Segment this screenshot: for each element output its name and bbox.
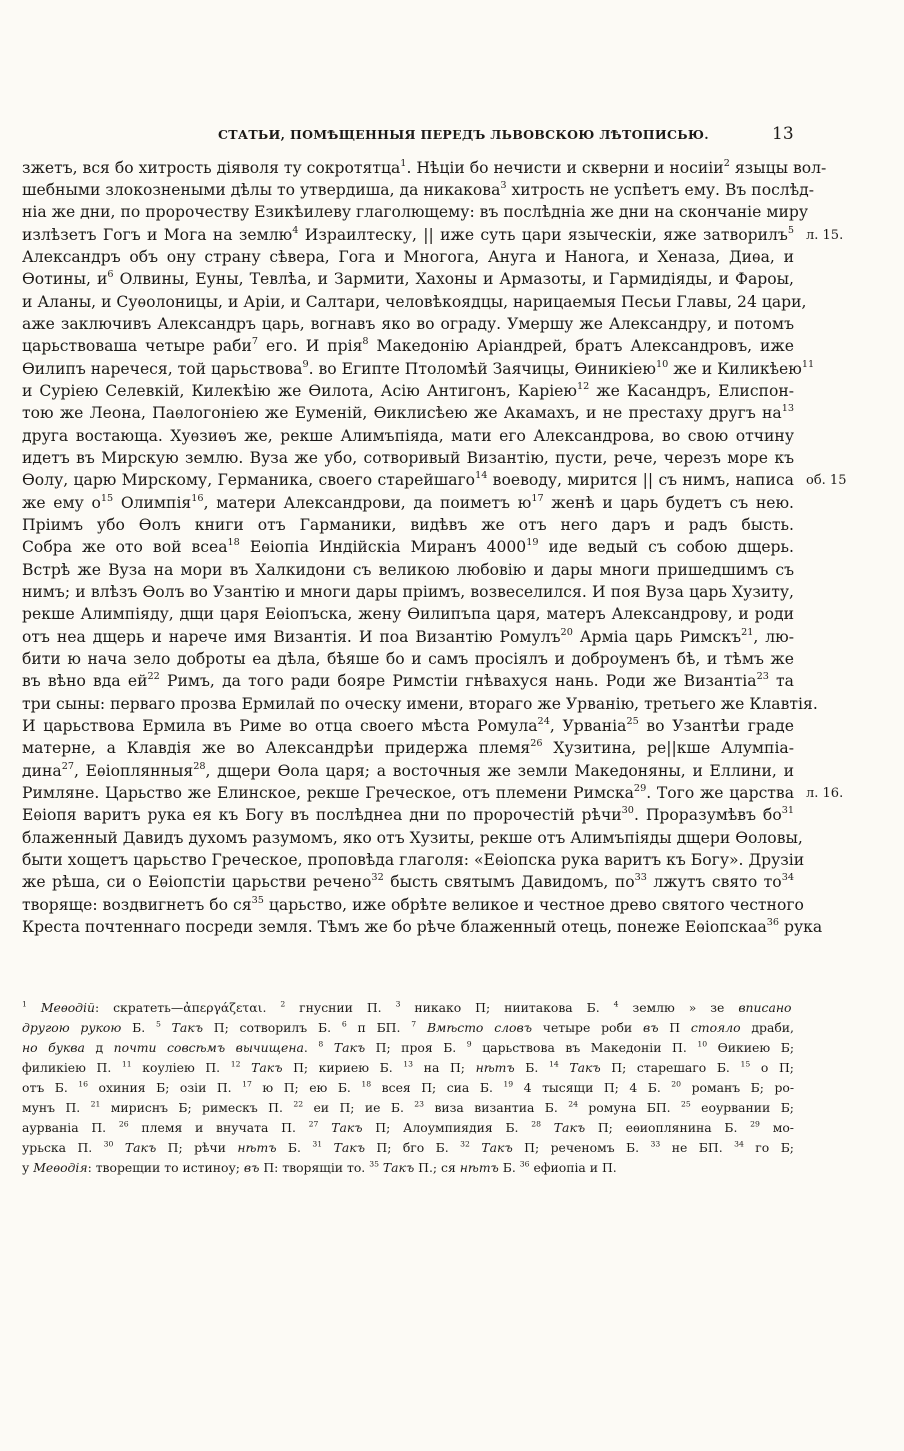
body-line: друга востающа. Хуѳзиѳъ же, рекше Алимъпіяда, мати его Александрова, во свою отчину xyxy=(22,427,794,445)
body-line: же рѣша, си о Еѳіопстіи царьстви речено$^{32}$ бысть святымъ Давидомъ, $по^{33}$ лжутъ свято $то^{34}$ xyxy=(22,872,794,891)
body-line: Ѳотины, $и^6$ Олвины, Еуны, Тевлѣа, и Зармити, Хахоны и Армазоты, и Гармидіяды, и Фароы, xyxy=(22,269,794,288)
body-line: въ вѣно вда $ей^{22}$ Римъ, да того ради бояре Римстіи гнѣвахуся нань. Роди же Византіа$^{23}$ та xyxy=(22,671,794,690)
body-line: Ѳилипъ наречеся, той царьствова$^9$. во Египте Птоломѣй Заячицы, Ѳиникіею$^{10}$ же и Киликѣею$^{11}$ xyxy=(22,359,815,378)
footnote-line: урьска П. $^{30}$ Такъ П; рѣчи нѣтъ Б. $^{31}$ Такъ П; бго Б. $^{32}$ Такъ П; реченомъ Б. $^{33}$ не БП. $^{34}$ го Б; xyxy=(22,1139,794,1155)
footnote-line: $^1$ Меѳодій: скратеть—ἀπεργάζεται. $^2$ гнуснии П. $^3$ никако П; ниитакова Б. $^4$ землю » зе вписано xyxy=(22,999,792,1015)
body-line: же ему $о^{15}$ Олимпія$^{16}$, матери Александрови, да поиметъ $ю^{17}$ женѣ и царь будетъ съ нею. xyxy=(22,493,794,512)
body-line: ніа же дни, по пророчеству Езикѣилеву глаголющему: въ послѣдніа же дни на скончаніе миру xyxy=(22,203,809,221)
footnote-line: другою рукою Б. $^5$ Такъ П; сотворилъ Б. $^6$ п БП. $^7$ Вмѣсто словъ четыре роби въ П стояло драби, xyxy=(22,1019,794,1035)
footnote-line: аурваніа П. $^{26}$ племя и внучата П. $^{27}$ Такъ П; Алоумпиядия Б. $^{28}$ Такъ П; еѳиоплянина Б. $^{29}$ мо- xyxy=(22,1119,794,1135)
margin-note: об. 15 xyxy=(806,473,847,488)
body-line: царьствоваша четыре раби$^7$ его. И прія$^8$ Македонію Аріандрей, братъ Александровъ, иже xyxy=(22,336,794,355)
running-title: СТАТЬИ, ПОМѢЩЕННЫЯ ПЕРЕДЪ ЛЬВОВСКОЮ ЛѢТОПИСЬЮ. xyxy=(218,127,709,142)
body-line: Римляне. Царьство же Елинское, рекше Греческое, отъ племени Римска$^{29}$. Того же царства xyxy=(22,783,795,802)
body-line: творяще: воздвигнетъ бо $ся^{35}$ царьство, иже обрѣте великое и честное древо святого честного xyxy=(22,895,804,914)
footnote-line: мунъ П. $^{21}$ мириснъ Б; римескъ П. $^{22}$ еи П; ие Б. $^{23}$ виза византиа Б. $^{24}$ ромуна БП. $^{25}$ еоурвании Б; xyxy=(22,1099,794,1115)
body-line: нимъ; и влѣзъ Ѳолъ во Узантію и многи дары пріимъ, возвеселился. И поя Вуза царь Хузиту, xyxy=(22,583,794,601)
body-line: Встрѣ же Вуза на мори въ Халкидони съ великою любовію и дары многи пришедшимъ съ xyxy=(22,561,794,579)
body-line: матерне, а Клавдія же во Александрѣи придержа племя$^{26}$ Хузитина, ре||кше Алумпіа- xyxy=(22,738,794,757)
page-number: 13 xyxy=(772,124,794,144)
body-line: шебными злокознеными дѣлы то утвердиша, да никакова$^3$ хитрость не успѣетъ ему. Въ послѣд- xyxy=(22,180,814,199)
body-line: Креста почтеннаго посреди земля. Тѣмъ же бо рѣче блаженный отець, понеже Еѳіопскаа$^{36}$ рука xyxy=(22,917,823,936)
body-line: зжетъ, вся бо хитрость діяволя ту сокротятца$^1$. Нѣціи бо нечисти и скверни и носиіи$^2$ языцы вол- xyxy=(22,158,827,177)
body-line: три сыны: перваго прозва Ермилай по оческу имени, вторaго же Урванію, третьего же Клавтія. xyxy=(22,695,818,713)
body-line: идетъ въ Мирскую землю. Вуза же убо, сотворивый Византію, пусти, рече, черезъ море къ xyxy=(22,449,794,467)
body-line: быти хощетъ царьство Греческое, проповѣда глаголя: «Еѳіопска рука варитъ къ Богу». Друзіи xyxy=(22,851,805,869)
body-line: и Аланы, и Суѳолоницы, и Аріи, и Салтари, человѣкоядцы, нарицаемыя Песьи Главы, 24 цари, xyxy=(22,293,807,311)
body-line: излѣзетъ Гогъ и Мога на землю$^4$ Израилтеску, || иже суть цари языческіи, яже затворилъ$^5$ xyxy=(22,225,794,244)
body-line: Еѳіопя варитъ рука ея къ Богу въ послѣднеа дни по пророчестій рѣчи$^{30}$. Проразумѣвъ $бо^{31}$ xyxy=(22,805,795,824)
body-line: отъ неа дщерь и нарече имя Византія. И поа Византію Ромулъ$^{20}$ Арміа царь Римскъ$^{21}$, лю- xyxy=(22,627,794,646)
footnote-line: но буква д почти совсѣмъ вычищена. $^8$ Такъ П; проя Б. $^9$ царьствова въ Македоніи П. $^{10}$ Ѳикиею Б; xyxy=(22,1039,794,1055)
body-line: и Суріею Селевкій, Килекѣію же Ѳилота, Асію Антигонъ, Каріею$^{12}$ же Касандръ, Елиспон- xyxy=(22,381,794,400)
body-line: Собра же ото вой всеа$^{18}$ Еѳіопіа Индійскіа Миранъ 4000$^{19}$ иде ведый съ собою дщерь. xyxy=(22,537,794,556)
running-header xyxy=(0,124,904,146)
footnote-line: филикіею П. $^{11}$ коуліею П. $^{12}$ Такъ П; киpиею Б. $^{13}$ на П; нѣтъ Б. $^{14}$ Такъ П; старешаго Б. $^{15}$ о П; xyxy=(22,1059,794,1075)
body-line: бити ю нача зело доброты еа дѣла, бѣяше бо и самъ просіялъ и доброуменъ бѣ, и тѣмъ же xyxy=(22,650,794,668)
footnote-line: отъ Б. $^{16}$ охиния Б; озіи П. $^{17}$ ю П; ею Б. $^{18}$ всея П; сиа Б. $^{19}$ 4 тысящи П; 4 Б. $^{20}$ романъ Б; ро- xyxy=(22,1079,795,1095)
margin-note: л. 16. xyxy=(806,786,844,801)
body-line: блаженный Давидъ духомъ разумомъ, яко отъ Хузиты, рекше отъ Алимъпіяды дщери Ѳоловы, xyxy=(22,829,803,847)
body-line: Ѳолу, царю Мирскому, Германика, своего старейшаго$^{14}$ воеводу, мирится || съ нимъ, написа xyxy=(22,470,794,489)
body-line: И царьствова Ермила въ Риме во отца своего мѣста Ромула$^{24}$, Урваніа$^{25}$ во Узантѣи граде xyxy=(22,716,794,735)
body-line: рекше Алимпіяду, дщи царя Еѳіопъска, жену Ѳилипъпа царя, матеръ Александрову, и роди xyxy=(22,605,794,623)
margin-note: л. 15. xyxy=(806,228,844,243)
body-line: Пріимъ убо Ѳолъ книги отъ Гарманики, видѣвъ же отъ него даръ и радъ бысть. xyxy=(22,516,794,534)
body-line: тою же Леона, Паѳлогоніею же Еуменій, Ѳиклисѣею же Акамахъ, и не престаху другъ $на^{13}$ xyxy=(22,403,794,422)
body-line: Александръ объ ону страну сѣвера, Гога и Многога, Ануга и Нанога, и Хеназа, Диѳа, и xyxy=(22,248,794,266)
body-line: дина$^{27}$, Еѳіоплянныя$^{28}$, дщери Ѳола царя; а восточныя же земли Македоняны, и Еллини, и xyxy=(22,761,794,780)
footnote-line: у Меѳодія: творещии то истиноу; въ П: творящіи то. $^{35}$ Такъ П.; ся нѣтъ Б. $^{36}$ ефиопіа и П. xyxy=(22,1159,617,1175)
body-line: аже заключивъ Александръ царь, вогнавъ яко во ограду. Умершу же Александру, и потомъ xyxy=(22,315,794,333)
